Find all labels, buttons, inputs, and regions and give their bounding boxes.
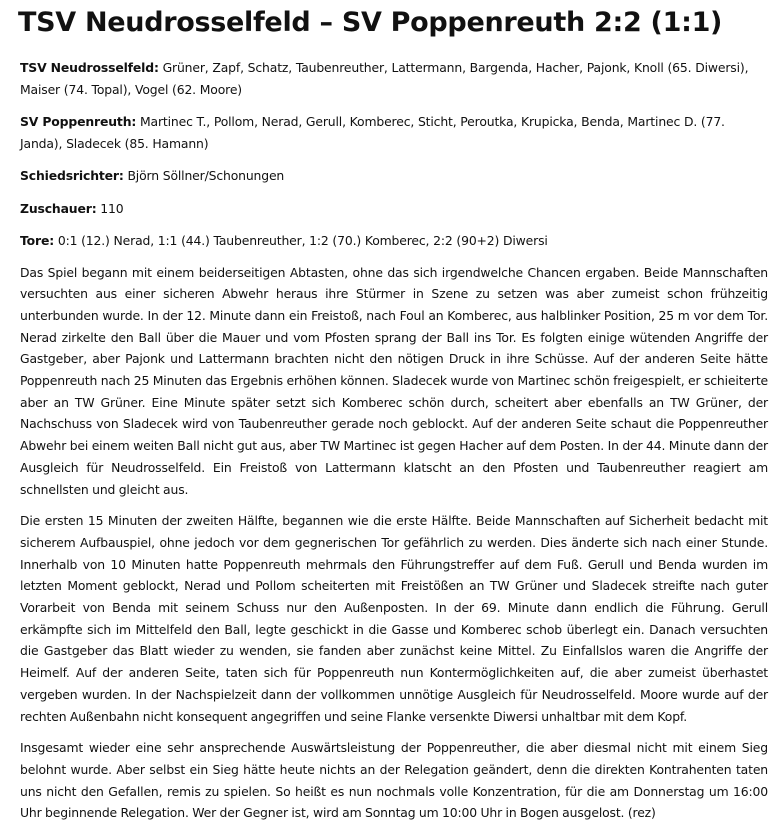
referee-value: Björn Söllner/Schonungen — [123, 168, 285, 183]
home-lineup — [20, 57, 768, 100]
goals-line — [20, 230, 768, 252]
goals-label: Tore: — [20, 233, 55, 248]
report-paragraph-first-half: Das Spiel begann mit einem beiderseitigen Abtasten, ohne das sich irgendwelche Chancen ergaben. Beide Mannschaften versuchten aus einer sicheren Abwehr heraus ihre Stürmer in Szene zu setzen was aber zumeist schon frühzeitig unterbunden wurde. In der 12. Minute dann ein Freistoß, nach Foul an Komberec, aus halblinker Position, 25 m vor dem Tor. Nerad zirkelte den Ball über die Mauer und vom Pfosten sprang der Ball ins Tor. Es folgten einige wütenden Angriffe der Gastgeber, aber Pajonk und Lattermann brachten nicht den nötigen Druck in ihre Schüsse. Auf der anderen Seite hätte Poppenreuth nach 25 Minuten das Ergebnis erhöhen können. Sladecek wurde von Martinec schön freigespielt, er schieiterte aber an TW Grüner. Eine Minute später setzt sich Komberec schön durch, scheitert aber ebenfalls an TW Grüner, der Nachschuss von Sladecek wird von Taubenreuther gerade noch geblockt. Auf der anderen Seite schaut die Poppenreuther Abwehr bei einem weiten Ball nicht gut aus, aber TW Martinec ist gegen Hacher auf dem Posten. In der 44. Minute dann der Ausgleich für Neudrosselfeld. Ein Freistoß von Lattermann klatscht an den Pfosten und Taubenreuther reagiert am schnellsten und gleicht aus. — [20, 264, 768, 497]
referee-label: Schiedsrichter: — [20, 168, 124, 183]
home-lineup-players: Grüner, Zapf, Schatz, Taubenreuther, Lattermann, Bargenda, Hacher, Pajonk, Knoll (65. Diwersi), Maiser (74. Topal), Vogel (62. Moore) — [20, 60, 749, 97]
goals-value: 0:1 (12.) Nerad, 1:1 (44.) Taubenreuther, 1:2 (70.) Komberec, 2:2 (90+2) Diwersi — [54, 233, 548, 248]
report-paragraph-summary: Insgesamt wieder eine sehr ansprechende Auswärtsleistung der Poppenreuther, die aber diesmal nicht mit einem Sieg belohnt wurde. Aber selbst ein Sieg hätte heute nichts an der Relegation geändert, denn die direkten Kontrahenten taten uns nicht den Gefallen, remis zu spielen. So heißt es nun nochmals volle Konzentration, für die am Donnerstag um 16:00 Uhr beginnende Relegation. Wer der Gegner ist, wird am Sonntag um 10:00 Uhr in Bogen ausgelost. (rez) — [20, 740, 768, 821]
report-paragraph-second-half: Die ersten 15 Minuten der zweiten Hälfte, begannen wie die erste Hälfte. Beide Mannschaften auf Sicherheit bedacht mit sicherem Aufbauspiel, ohne jedoch vor dem gegnerischen Tor gefährlich zu werden. Dies änderte sich nach einer Stunde. Innerhalb von 10 Minuten hatte Poppenreuth mehrmals den Führungstreffer auf dem Fuß. Gerull und Benda wurden im letzten Moment geblockt, Nerad und Pollom scheiterten mit Freistößen an TW Grüner und Sladecek streifte nach guter Vorarbeit von Benda mit seinem Schuss nur den Außenposten. In der 69. Minute dann endlich die Führung. Gerull erkämpfte sich im Mittelfeld den Ball, legte geschickt in die Gasse und Komberec schob überlegt ein. Danach versuchten die Gastgeber das Blatt wieder zu wenden, sie fanden aber zunächst keine Mittel. Zu Einfallslos waren die Angriffe der Heimelf. Auf der anderen Seite, taten sich für Poppenreuth nun Kontermöglichkeiten auf, die aber zumeist überhastet vergeben wurden. In der Nachspielzeit dann der vollkommen unnötige Ausgleich für Neudrosselfeld. Moore wurde auf der rechten Außenbahn nicht konsequent angegriffen und seine Flanke versenkte Diwersi unhaltbar mit dem Kopf. — [20, 513, 768, 724]
away-lineup-players: Martinec T., Pollom, Nerad, Gerull, Komberec, Sticht, Peroutka, Krupicka, Benda, Martinec D. (77. Janda), Sladecek (85. Hamann) — [20, 114, 725, 151]
match-title: TSV Neudrosselfeld – SV Poppenreuth 2:2 (1:1) — [18, 7, 723, 38]
spectators-line — [20, 198, 768, 220]
away-lineup-label: SV Poppenreuth: — [20, 114, 137, 129]
referee-line — [20, 165, 768, 187]
spectators-label: Zuschauer: — [20, 200, 97, 216]
spectators-value: 110 — [96, 200, 124, 216]
away-lineup — [20, 111, 768, 154]
home-lineup-label: TSV Neudrosselfeld: — [20, 60, 159, 75]
